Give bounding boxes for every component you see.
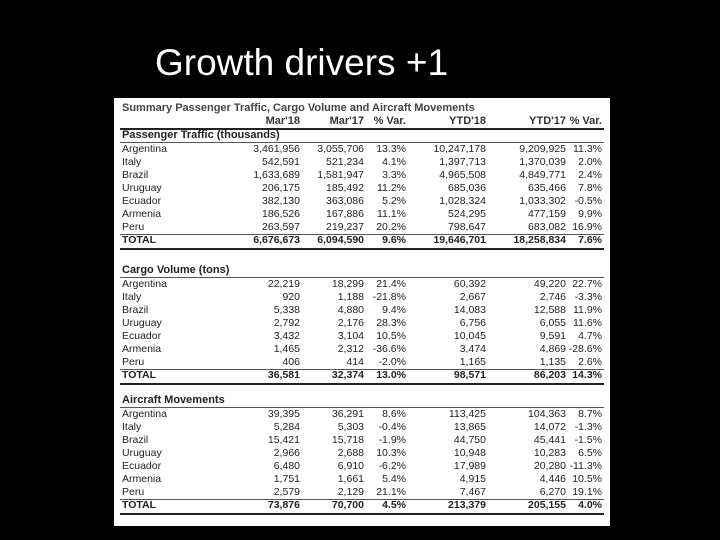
table-cell: 14,083 <box>453 304 486 316</box>
table-cell: 219,237 <box>326 221 364 233</box>
table-cell: 186,526 <box>262 208 300 220</box>
row-label: Italy <box>122 291 142 303</box>
column-header-ytd17: YTD'17 <box>529 115 566 127</box>
section-bottom-divider <box>120 383 604 385</box>
section-title: Cargo Volume (tons) <box>122 264 230 276</box>
table-cell: 10,283 <box>533 447 566 459</box>
table-cell: 11.6% <box>573 317 602 329</box>
table-cell: 263,597 <box>262 221 300 233</box>
table-cell: -21.8% <box>372 291 406 303</box>
table-cell: 6,676,673 <box>253 234 300 246</box>
row-label: Brazil <box>122 304 149 316</box>
row-label: TOTAL <box>122 369 157 381</box>
table-cell: 205,155 <box>528 499 566 511</box>
table-cell: 3,432 <box>273 330 300 342</box>
table-cell: 17,989 <box>453 460 486 472</box>
table-cell: 11.9% <box>573 304 602 316</box>
row-label: Argentina <box>122 143 167 155</box>
table-cell: 8.7% <box>578 408 602 420</box>
row-label: Ecuador <box>122 330 162 342</box>
table-cell: 5.2% <box>382 195 406 207</box>
table-cell: 8.6% <box>382 408 406 420</box>
table-cell: 2.4% <box>578 169 602 181</box>
row-label: Italy <box>122 156 142 168</box>
table-cell: 521,234 <box>326 156 364 168</box>
table-cell: 382,130 <box>262 195 300 207</box>
table-cell: 7,467 <box>459 486 486 498</box>
table-cell: 12,588 <box>533 304 566 316</box>
table-cell: 6,094,590 <box>317 234 364 246</box>
table-cell: 1,661 <box>337 473 364 485</box>
table-cell: 1,135 <box>539 356 566 368</box>
total-row <box>114 499 610 512</box>
table-cell: -3.3% <box>574 291 602 303</box>
table-cell: -0.5% <box>574 195 602 207</box>
table-cell: 4,915 <box>459 473 486 485</box>
table-cell: 213,379 <box>448 499 486 511</box>
table-cell: -28.6% <box>568 343 602 355</box>
row-label: Ecuador <box>122 195 162 207</box>
table-cell: 6.5% <box>578 447 602 459</box>
table-cell: 5,338 <box>273 304 300 316</box>
table-cell: 18,299 <box>331 278 364 290</box>
section-bottom-divider <box>120 248 604 250</box>
table-cell: 16.9% <box>572 221 602 233</box>
table-cell: 3,474 <box>459 343 486 355</box>
column-header-row <box>114 115 610 128</box>
table-cell: 11.1% <box>377 208 406 220</box>
table-cell: 45,441 <box>533 434 566 446</box>
table-cell: 1,397,713 <box>439 156 486 168</box>
table-cell: 2,792 <box>273 317 300 329</box>
table-row <box>114 291 610 304</box>
table-cell: 22,219 <box>267 278 300 290</box>
table-cell: 20.2% <box>376 221 406 233</box>
table-cell: 2,579 <box>273 486 300 498</box>
row-label: Armenia <box>122 473 162 485</box>
table-cell: 2,746 <box>539 291 566 303</box>
table-row <box>114 182 610 195</box>
table-row <box>114 317 610 330</box>
table-cell: 98,571 <box>453 369 486 381</box>
table-cell: 1,028,324 <box>439 195 486 207</box>
table-cell: 19,646,701 <box>433 234 486 246</box>
column-header-var: % Var. <box>373 115 406 127</box>
table-row <box>114 169 610 182</box>
table-row <box>114 330 610 343</box>
table-cell: 524,295 <box>448 208 486 220</box>
table-cell: 20,280 <box>533 460 566 472</box>
table-cell: 86,203 <box>533 369 566 381</box>
table-row <box>114 156 610 169</box>
table-cell: 5.4% <box>382 473 406 485</box>
column-header-ytd-var: % Var. <box>569 115 602 127</box>
table-cell: 4,446 <box>539 473 566 485</box>
table-cell: -2.0% <box>378 356 406 368</box>
table-cell: 798,647 <box>448 221 486 233</box>
section-title: Passenger Traffic (thousands) <box>122 129 280 141</box>
row-label: Uruguay <box>122 317 162 329</box>
table-cell: 1,033,302 <box>519 195 566 207</box>
table-cell: 60,392 <box>453 278 486 290</box>
table-row <box>114 208 610 221</box>
table-cell: 1,581,947 <box>317 169 364 181</box>
table-row <box>114 195 610 208</box>
table-cell: 113,425 <box>448 408 486 420</box>
table-cell: 363,086 <box>326 195 364 207</box>
row-label: Italy <box>122 421 142 433</box>
table-cell: 15,421 <box>267 434 300 446</box>
table-cell: 2,966 <box>273 447 300 459</box>
table-cell: 13.3% <box>376 143 406 155</box>
table-cell: 14.3% <box>572 369 602 381</box>
table-cell: 9.4% <box>382 304 406 316</box>
table-cell: 18,258,834 <box>513 234 566 246</box>
table-cell: 5,303 <box>337 421 364 433</box>
table-cell: -1.5% <box>574 434 602 446</box>
row-label: Ecuador <box>122 460 162 472</box>
table-cell: 10,045 <box>453 330 486 342</box>
table-cell: 206,175 <box>262 182 300 194</box>
table-cell: -6.2% <box>378 460 406 472</box>
table-cell: 4.5% <box>382 499 406 511</box>
row-label: Peru <box>122 486 145 498</box>
table-cell: 73,876 <box>267 499 300 511</box>
row-label: TOTAL <box>122 499 157 511</box>
table-cell: 6,055 <box>539 317 566 329</box>
table-cell: 70,700 <box>331 499 364 511</box>
table-cell: 4.7% <box>578 330 602 342</box>
table-row <box>114 421 610 434</box>
table-cell: 1,188 <box>337 291 364 303</box>
table-row <box>114 447 610 460</box>
table-cell: 167,886 <box>326 208 364 220</box>
table-cell: 10.5% <box>376 330 406 342</box>
table-row <box>114 473 610 486</box>
table-cell: -11.3% <box>569 460 602 472</box>
table-cell: 21.4% <box>376 278 406 290</box>
table-cell: 9,591 <box>539 330 566 342</box>
table-cell: 685,036 <box>448 182 486 194</box>
table-cell: 44,750 <box>453 434 486 446</box>
table-cell: 10.3% <box>376 447 406 459</box>
table-cell: 7.8% <box>578 182 602 194</box>
table-cell: 11.2% <box>377 182 406 194</box>
table-cell: 1,370,039 <box>519 156 566 168</box>
table-cell: -36.6% <box>372 343 406 355</box>
table-cell: 4,965,508 <box>439 169 486 181</box>
table-cell: 635,466 <box>528 182 566 194</box>
table-cell: 4.0% <box>578 499 602 511</box>
table-row <box>114 486 610 499</box>
table-cell: 4.1% <box>382 156 406 168</box>
row-label: Brazil <box>122 169 149 181</box>
table-cell: 10,948 <box>453 447 486 459</box>
table-cell: 5,284 <box>273 421 300 433</box>
table-cell: -1.9% <box>378 434 406 446</box>
table-cell: 104,363 <box>528 408 566 420</box>
table-cell: 477,159 <box>528 208 566 220</box>
table-cell: 36,581 <box>267 369 300 381</box>
table-cell: 32,374 <box>331 369 364 381</box>
table-header: Summary Passenger Traffic, Cargo Volume and Aircraft Movements <box>122 102 475 114</box>
table-cell: 15,718 <box>331 434 364 446</box>
table-cell: 2,688 <box>337 447 364 459</box>
table-cell: 406 <box>282 356 300 368</box>
row-label: Uruguay <box>122 447 162 459</box>
table-cell: -1.3% <box>574 421 602 433</box>
table-row <box>114 343 610 356</box>
table-row <box>114 434 610 447</box>
table-cell: 1,751 <box>273 473 300 485</box>
table-cell: 6,756 <box>459 317 486 329</box>
table-cell: 7.6% <box>578 234 602 246</box>
row-label: Armenia <box>122 208 162 220</box>
table-cell: 683,082 <box>528 221 566 233</box>
table-row <box>114 221 610 234</box>
table-row <box>114 460 610 473</box>
row-label: Argentina <box>122 278 167 290</box>
table-cell: 3.3% <box>382 169 406 181</box>
total-row <box>114 369 610 382</box>
table-row <box>114 408 610 421</box>
section-bottom-divider <box>120 513 604 515</box>
table-cell: 19.1% <box>572 486 602 498</box>
table-cell: 10,247,178 <box>433 143 486 155</box>
table-row <box>114 356 610 369</box>
table-cell: 6,270 <box>539 486 566 498</box>
table-cell: 21.1% <box>376 486 406 498</box>
table-cell: 9,209,925 <box>519 143 566 155</box>
table-cell: 920 <box>282 291 300 303</box>
table-cell: 11.3% <box>573 143 602 155</box>
table-cell: 2.0% <box>578 156 602 168</box>
summary-table <box>114 98 610 526</box>
table-cell: 14,072 <box>533 421 566 433</box>
table-row <box>114 278 610 291</box>
table-cell: 1,465 <box>273 343 300 355</box>
row-label: Peru <box>122 221 145 233</box>
table-cell: 3,104 <box>337 330 364 342</box>
table-cell: 185,492 <box>326 182 364 194</box>
table-cell: 10.5% <box>572 473 602 485</box>
table-cell: 6,910 <box>337 460 364 472</box>
table-cell: 22.7% <box>572 278 602 290</box>
table-cell: 4,869 <box>539 343 566 355</box>
table-cell: 4,880 <box>337 304 364 316</box>
table-cell: 2,667 <box>459 291 486 303</box>
table-cell: 49,220 <box>533 278 566 290</box>
table-cell: 542,591 <box>262 156 300 168</box>
table-cell: 36,291 <box>331 408 364 420</box>
table-row <box>114 143 610 156</box>
row-label: Argentina <box>122 408 167 420</box>
column-header-ytd18: YTD'18 <box>449 115 486 127</box>
section-title: Aircraft Movements <box>122 394 225 406</box>
table-cell: 6,480 <box>273 460 300 472</box>
table-cell: 9.6% <box>382 234 406 246</box>
table-cell: 28.3% <box>376 317 406 329</box>
column-header-mar18: Mar'18 <box>265 115 300 127</box>
table-row <box>114 304 610 317</box>
table-cell: 2,176 <box>337 317 364 329</box>
row-label: Armenia <box>122 343 162 355</box>
table-cell: 414 <box>346 356 364 368</box>
table-cell: 2,312 <box>337 343 364 355</box>
total-row <box>114 234 610 247</box>
table-cell: 13.0% <box>376 369 406 381</box>
slide-title: Growth drivers +1 <box>155 42 449 83</box>
table-cell: 4,849,771 <box>519 169 566 181</box>
row-label: Uruguay <box>122 182 162 194</box>
table-cell: -0.4% <box>378 421 406 433</box>
column-header-mar17: Mar'17 <box>329 115 364 127</box>
row-label: TOTAL <box>122 234 157 246</box>
row-label: Brazil <box>122 434 149 446</box>
table-cell: 3,461,956 <box>253 143 300 155</box>
table-cell: 3,055,706 <box>317 143 364 155</box>
table-cell: 1,165 <box>459 356 486 368</box>
table-cell: 39,395 <box>267 408 300 420</box>
table-cell: 2.6% <box>578 356 602 368</box>
table-cell: 1,633,689 <box>253 169 300 181</box>
table-cell: 2,129 <box>337 486 364 498</box>
row-label: Peru <box>122 356 145 368</box>
table-cell: 9.9% <box>578 208 602 220</box>
table-cell: 13,865 <box>453 421 486 433</box>
